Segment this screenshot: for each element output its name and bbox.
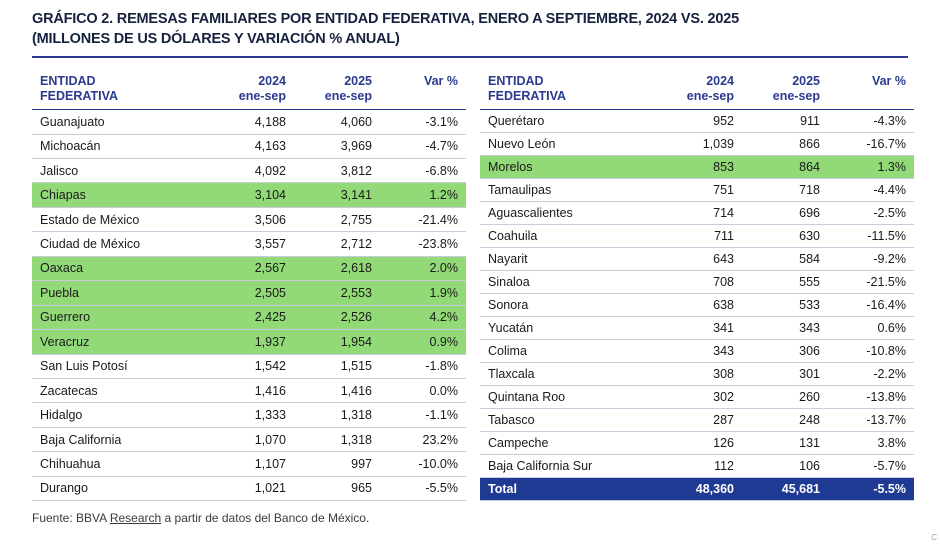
cell-2025: 1,416 xyxy=(294,378,380,402)
header-row xyxy=(32,70,466,110)
cell-2025: 630 xyxy=(742,225,828,248)
cell-var: 2.0% xyxy=(380,256,466,280)
cell-var: -21.4% xyxy=(380,207,466,231)
cell-var: -2.5% xyxy=(828,202,914,225)
table-row xyxy=(480,225,914,248)
table-row xyxy=(480,409,914,432)
cell-var: 1.2% xyxy=(380,183,466,207)
cell-entidad: Durango xyxy=(32,476,208,500)
cell-2024: 112 xyxy=(656,455,742,478)
corner-mark: C xyxy=(931,533,937,542)
table-row xyxy=(32,134,466,158)
tables-container xyxy=(32,70,908,501)
cell-var: -4.7% xyxy=(380,134,466,158)
column-header-2025-period: ene-sep xyxy=(772,89,820,104)
cell-2024: 1,333 xyxy=(208,403,294,427)
cell-2025: 3,812 xyxy=(294,159,380,183)
cell-2025: 1,954 xyxy=(294,330,380,354)
table-row xyxy=(32,207,466,231)
remittances-table-left xyxy=(32,70,466,501)
cell-2024: 341 xyxy=(656,317,742,340)
cell-2024: 4,163 xyxy=(208,134,294,158)
cell-2024: 3,557 xyxy=(208,232,294,256)
cell-2024: 853 xyxy=(656,156,742,179)
cell-entidad: Guanajuato xyxy=(32,110,208,134)
cell-2025: 3,141 xyxy=(294,183,380,207)
cell-2025: 864 xyxy=(742,156,828,179)
cell-var: -4.4% xyxy=(828,179,914,202)
table-row xyxy=(32,403,466,427)
cell-var: -3.1% xyxy=(380,110,466,134)
cell-var: -21.5% xyxy=(828,271,914,294)
cell-var: -13.8% xyxy=(828,386,914,409)
table-row xyxy=(480,156,914,179)
remittances-table-right xyxy=(480,70,914,501)
title-divider xyxy=(32,56,908,58)
cell-entidad: Baja California Sur xyxy=(480,455,656,478)
source-prefix: Fuente: BBVA xyxy=(32,511,110,526)
table-row xyxy=(480,363,914,386)
source-suffix: a partir de datos del Banco de México. xyxy=(161,511,370,526)
table-row xyxy=(32,232,466,256)
cell-2024: 126 xyxy=(656,432,742,455)
table-row xyxy=(32,378,466,402)
cell-entidad: Guerrero xyxy=(32,305,208,329)
cell-2024: 952 xyxy=(656,110,742,133)
cell-2025: 2,526 xyxy=(294,305,380,329)
cell-var: -16.4% xyxy=(828,294,914,317)
column-header-2024 xyxy=(656,70,742,110)
cell-2025: 584 xyxy=(742,248,828,271)
cell-entidad: Querétaro xyxy=(480,110,656,133)
cell-entidad: Morelos xyxy=(480,156,656,179)
cell-2024: 1,070 xyxy=(208,427,294,451)
cell-var: -10.8% xyxy=(828,340,914,363)
cell-var: -6.8% xyxy=(380,159,466,183)
column-header-entidad-line2: FEDERATIVA xyxy=(488,89,567,104)
cell-2025: 1,318 xyxy=(294,427,380,451)
cell-2024: 2,425 xyxy=(208,305,294,329)
table-row xyxy=(32,476,466,500)
cell-2024: 2,505 xyxy=(208,281,294,305)
cell-2024: 48,360 xyxy=(656,478,742,501)
cell-var: 23.2% xyxy=(380,427,466,451)
cell-2024: 4,188 xyxy=(208,110,294,134)
column-header-2025-year: 2025 xyxy=(792,74,820,89)
cell-2025: 718 xyxy=(742,179,828,202)
cell-2024: 3,104 xyxy=(208,183,294,207)
cell-entidad: Zacatecas xyxy=(32,378,208,402)
cell-entidad: Campeche xyxy=(480,432,656,455)
cell-2024: 1,416 xyxy=(208,378,294,402)
cell-var: -13.7% xyxy=(828,409,914,432)
cell-2024: 1,021 xyxy=(208,476,294,500)
column-header-entidad-line2: FEDERATIVA xyxy=(40,89,119,104)
cell-2025: 131 xyxy=(742,432,828,455)
cell-var: -2.2% xyxy=(828,363,914,386)
cell-entidad: Ciudad de México xyxy=(32,232,208,256)
cell-2025: 2,712 xyxy=(294,232,380,256)
column-header-entidad xyxy=(32,70,208,110)
cell-entidad: Chiapas xyxy=(32,183,208,207)
table-row xyxy=(480,317,914,340)
cell-2024: 2,567 xyxy=(208,256,294,280)
cell-2024: 643 xyxy=(656,248,742,271)
table-row xyxy=(480,271,914,294)
table-body-left xyxy=(32,110,466,501)
cell-2025: 911 xyxy=(742,110,828,133)
column-header-2024 xyxy=(208,70,294,110)
table-body-right xyxy=(480,110,914,501)
table-row xyxy=(480,340,914,363)
page-title: GRÁFICO 2. REMESAS FAMILIARES POR ENTIDAD FEDERATIVA, ENERO A SEPTIEMBRE, 2024 VS. 2025 xyxy=(32,11,739,27)
table-row xyxy=(32,183,466,207)
cell-2025: 2,755 xyxy=(294,207,380,231)
table-header-left xyxy=(32,70,466,110)
table-row xyxy=(480,202,914,225)
cell-2025: 2,553 xyxy=(294,281,380,305)
cell-var: 1.3% xyxy=(828,156,914,179)
column-header-2024-year: 2024 xyxy=(258,74,286,89)
cell-2025: 248 xyxy=(742,409,828,432)
table-row xyxy=(32,256,466,280)
table-row xyxy=(480,386,914,409)
cell-entidad: Sinaloa xyxy=(480,271,656,294)
cell-var: -9.2% xyxy=(828,248,914,271)
cell-entidad: Michoacán xyxy=(32,134,208,158)
cell-entidad: Jalisco xyxy=(32,159,208,183)
cell-entidad: Veracruz xyxy=(32,330,208,354)
cell-2025: 106 xyxy=(742,455,828,478)
cell-entidad: Aguascalientes xyxy=(480,202,656,225)
cell-2025: 1,318 xyxy=(294,403,380,427)
cell-entidad: San Luis Potosí xyxy=(32,354,208,378)
cell-var: -4.3% xyxy=(828,110,914,133)
table-row xyxy=(32,110,466,134)
cell-entidad: Sonora xyxy=(480,294,656,317)
column-header-var-label: Var % xyxy=(871,74,906,89)
cell-2024: 751 xyxy=(656,179,742,202)
cell-var: 0.0% xyxy=(380,378,466,402)
cell-2024: 1,542 xyxy=(208,354,294,378)
column-header-2024-period: ene-sep xyxy=(686,89,734,104)
cell-var: -5.5% xyxy=(828,478,914,501)
cell-2025: 2,618 xyxy=(294,256,380,280)
column-header-2025 xyxy=(294,70,380,110)
header-row xyxy=(480,70,914,110)
cell-entidad: Nayarit xyxy=(480,248,656,271)
page-subtitle: (MILLONES DE US DÓLARES Y VARIACIÓN % ANUAL) xyxy=(32,30,400,47)
cell-2024: 308 xyxy=(656,363,742,386)
cell-entidad: Yucatán xyxy=(480,317,656,340)
column-header-2024-period: ene-sep xyxy=(238,89,286,104)
column-header-entidad-line1: ENTIDAD xyxy=(40,74,96,89)
cell-entidad: Tlaxcala xyxy=(480,363,656,386)
cell-2024: 711 xyxy=(656,225,742,248)
column-header-2025 xyxy=(742,70,828,110)
cell-2025: 1,515 xyxy=(294,354,380,378)
cell-entidad: Chihuahua xyxy=(32,452,208,476)
cell-entidad: Colima xyxy=(480,340,656,363)
cell-var: -5.7% xyxy=(828,455,914,478)
cell-2025: 45,681 xyxy=(742,478,828,501)
cell-2024: 714 xyxy=(656,202,742,225)
cell-2024: 1,039 xyxy=(656,133,742,156)
title-block xyxy=(0,0,940,53)
cell-2025: 555 xyxy=(742,271,828,294)
table-row xyxy=(32,330,466,354)
cell-2024: 343 xyxy=(656,340,742,363)
column-header-2024-year: 2024 xyxy=(706,74,734,89)
cell-var: 0.6% xyxy=(828,317,914,340)
table-row xyxy=(32,305,466,329)
table-header-right xyxy=(480,70,914,110)
cell-var: 4.2% xyxy=(380,305,466,329)
cell-var: -1.1% xyxy=(380,403,466,427)
cell-entidad: Tabasco xyxy=(480,409,656,432)
cell-entidad: Quintana Roo xyxy=(480,386,656,409)
column-header-var xyxy=(380,70,466,110)
cell-var: -10.0% xyxy=(380,452,466,476)
cell-2024: 708 xyxy=(656,271,742,294)
source-research-link[interactable]: Research xyxy=(109,511,162,526)
cell-2024: 638 xyxy=(656,294,742,317)
cell-2025: 696 xyxy=(742,202,828,225)
column-header-2025-year: 2025 xyxy=(344,74,372,89)
cell-var: -23.8% xyxy=(380,232,466,256)
column-header-entidad xyxy=(480,70,656,110)
cell-entidad: Puebla xyxy=(32,281,208,305)
cell-var: 0.9% xyxy=(380,330,466,354)
cell-2025: 533 xyxy=(742,294,828,317)
cell-var: -1.8% xyxy=(380,354,466,378)
table-row xyxy=(480,110,914,133)
table-row xyxy=(480,133,914,156)
cell-2025: 260 xyxy=(742,386,828,409)
table-row xyxy=(480,432,914,455)
cell-entidad: Nuevo León xyxy=(480,133,656,156)
cell-entidad: Total xyxy=(480,478,656,501)
table-row xyxy=(480,455,914,478)
cell-2024: 4,092 xyxy=(208,159,294,183)
table-row xyxy=(480,179,914,202)
cell-var: -5.5% xyxy=(380,476,466,500)
table-row xyxy=(32,159,466,183)
table-row xyxy=(32,281,466,305)
cell-2025: 965 xyxy=(294,476,380,500)
cell-var: -16.7% xyxy=(828,133,914,156)
cell-var: 1.9% xyxy=(380,281,466,305)
table-row xyxy=(32,452,466,476)
cell-2025: 301 xyxy=(742,363,828,386)
cell-2024: 1,107 xyxy=(208,452,294,476)
cell-2024: 287 xyxy=(656,409,742,432)
cell-2025: 866 xyxy=(742,133,828,156)
cell-2025: 4,060 xyxy=(294,110,380,134)
cell-var: 3.8% xyxy=(828,432,914,455)
cell-entidad: Hidalgo xyxy=(32,403,208,427)
cell-var: -11.5% xyxy=(828,225,914,248)
cell-2024: 1,937 xyxy=(208,330,294,354)
cell-2025: 306 xyxy=(742,340,828,363)
column-header-2025-period: ene-sep xyxy=(324,89,372,104)
column-header-var xyxy=(828,70,914,110)
table-row xyxy=(480,294,914,317)
cell-entidad: Tamaulipas xyxy=(480,179,656,202)
cell-2025: 3,969 xyxy=(294,134,380,158)
cell-entidad: Oaxaca xyxy=(32,256,208,280)
cell-2024: 3,506 xyxy=(208,207,294,231)
column-header-entidad-line1: ENTIDAD xyxy=(488,74,544,89)
cell-2025: 997 xyxy=(294,452,380,476)
column-header-var-label: Var % xyxy=(423,74,458,89)
table-row xyxy=(32,427,466,451)
table-row xyxy=(480,248,914,271)
source-note xyxy=(32,511,908,525)
cell-entidad: Coahuila xyxy=(480,225,656,248)
cell-2024: 302 xyxy=(656,386,742,409)
table-row-total xyxy=(480,478,914,501)
cell-2025: 343 xyxy=(742,317,828,340)
cell-entidad: Baja California xyxy=(32,427,208,451)
table-row xyxy=(32,354,466,378)
cell-entidad: Estado de México xyxy=(32,207,208,231)
